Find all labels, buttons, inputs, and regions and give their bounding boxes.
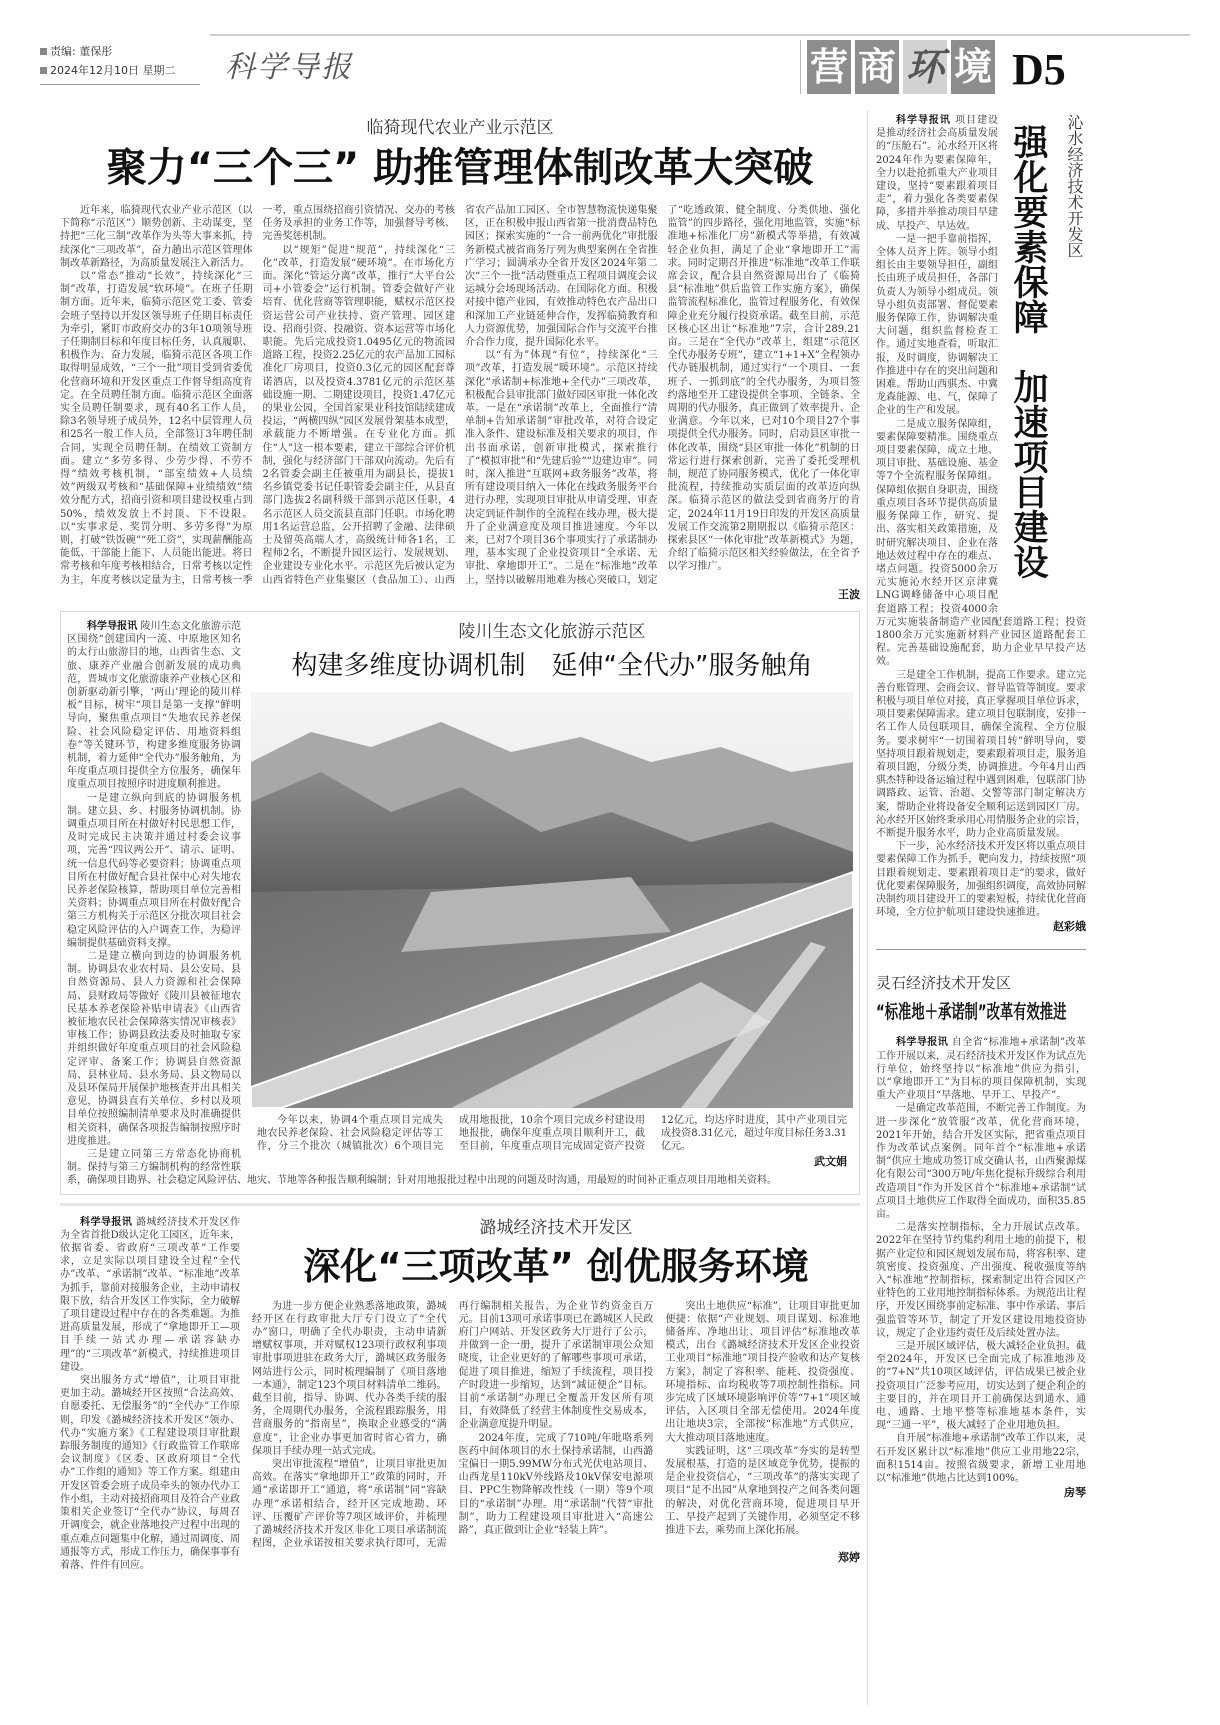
lingshi-headline: “标准地＋承诺制”改革有效推进 bbox=[876, 1001, 1067, 1024]
paragraph-text: 突出服务方式“增值”，让项目审批更加主动。潞城经开区按照“合法高效、自愿委托、无偿服务”的“全代办”工作原则，印发《潞城经济技术开发区“领办、代办”实施方案》《工程建设项目审批跟踪服务制度的通知》《行政监管工作联席会议制度》《区委、区政府项目“全代办”工作组的通知》等工作方案。组建由开发区管委会班子成员牵头的领办代办工作小组，主动对接招商项目及符合产业政策相关企业签订“全代办”协议，每周召开调度会，就企业落地投产过程中出现的重点难点问题集中化解，通过周调度、周通报等方式，形成工作压力，确保事事有着落、件件有回应。 bbox=[60, 1375, 240, 1571]
newspaper-logo: 科学导报 bbox=[225, 50, 353, 85]
lingshi-kicker: 灵石经济技术开发区 bbox=[876, 974, 1012, 993]
paragraph bbox=[876, 1102, 1086, 1221]
paragraph bbox=[876, 669, 1086, 841]
paragraph bbox=[60, 204, 253, 270]
lingchuan-article bbox=[60, 611, 860, 1195]
paragraph-text: 陵川生态文化旅游示范区围绕“创建国内一流、中原地区知名的太行山旅游目的地，山西省生态、文旅、康养产业融合创新发展的成功典范，晋城市文化旅游康养产业核心区和创新驱动新引擎，‘两山’理论的陵川样板”目标，树牢“项目是第一支撑”鲜明导向，聚焦重点项目“失地农民养老保险、社会风险稳定评估、用地资料组卷”等关键环节，构建多维度服务协调机制，着力延伸“全代办”服务触角，为年度重点项目提供全方位服务，确保年度重点项目按照序时进度顺利推进。 bbox=[67, 620, 242, 791]
lucheng-headline: 深化“三项改革” 创优服务环境 bbox=[303, 1244, 809, 1288]
lingchuan-caption: 今年以来，协调4个重点项目完成失地农民养老保险、社会风险稳定评估等工作，分三个批次（城镇批次）6个项目完成用地报批，10余个项目完成乡村建设用地报批，确保年度重点项目顺利开工，截至目前，年度重点项目完成固定资产投资12亿元，均达序时进度，其中产业项目完成投资8.31亿元，超过年度目标任务3.31亿元。 bbox=[257, 1114, 847, 1153]
paragraph-text: 突出审批流程“增值”，让项目审批更加高效。在落实“拿地即开工”政策的同时，开通“承诺即开工”通道，将“承诺制”同“容缺办理”承诺相结合，经开区完成地勘、环评、压覆矿产评价等7项区域评价，并梳理了潞城经济技术开发区非化工项目承诺制流程图，企业承诺按相关要求执行即可，无需再行编制相关报告，为企业节约资金百万元。目前13项可承诺事项已在潞城区人民政府门户网站、开发区政务大厅进行了公示，并做到一企一册，提升了承诺制审项公众知晓度，让企业更好的了解哪些事项可承诺，促进了项目推进，缩短了手续流程，项目投产时段进一步缩短，达到“减证便企”目标。目前“承诺制”办理已全覆盖开发区所有项目，有效降低了经营主体制度性交易成本，企业满意度提升明显。 bbox=[252, 1300, 654, 1550]
paragraph bbox=[876, 1432, 1086, 1485]
qinshui-byline: 赵彩娥 bbox=[1053, 920, 1086, 934]
paragraph bbox=[876, 1036, 1086, 1102]
lucheng-rule bbox=[60, 1203, 860, 1206]
paragraph bbox=[252, 1300, 447, 1458]
qinshui-kicker: 沁水经济技术开发区 bbox=[1065, 114, 1084, 258]
editor-line bbox=[40, 42, 176, 61]
lucheng-body-first-column bbox=[60, 1216, 240, 1572]
section-char: 环 bbox=[903, 40, 947, 94]
right-column bbox=[876, 114, 1086, 1501]
paragraph-text: 二是落实控制指标，全力开展试点改革。2022年在坚持节约集约利用土地的前提下，根据产业定位和园区规划发展布局，将容积率、建筑密度、投资强度、产出强度、税收强度等纳入“标准地”控制指标，探索制定出符合园区产业特色的工业用地控制指标体系。为规范出让程序，开发区围绕事前定标准、事中作承诺、事后强监管等环节，制定了开发区建设用地投资协议，规定了企业违约责任及后续处置办法。 bbox=[876, 1222, 1086, 1339]
linyi-article bbox=[60, 116, 860, 603]
paragraph-text: 一是确定改革范围，不断完善工作制度。为进一步深化“放管服”改革，优化营商环境，2021年开始，结合开发区实际，把省重点项目作为改革试点案例。同年首个“标准地+承诺制”供应土地成功签订成交确认书，山西聚源煤化有限公司“300万吨/年焦化提标升级综合利用改造项目”作为开发区首个“标准地+承诺制”试点项目土地供应工作取得全面成功，面积35.85亩。 bbox=[876, 1103, 1086, 1221]
paragraph bbox=[876, 1340, 1086, 1432]
paragraph-text: 二是建立横向到边的协调服务机制。协调县农业农村局、县公安局、县自然资源局、县人力资源和社会保障局、县财政局等做好《陵川县被征地农民基本养老保险补贴申请表》《山西省被征地农民社会保障落实情况审核表》审核工作；协调县政法委及时抽取专家并组织做好年度重点项目的社会风险稳定评审、备案工作；协调县自然资源局、县林业局、县水务局、县文物局以及县环保局开展保护地核查并出具相关意见，协调县直有关单位、乡村以及项目单位按照编制清单要求及时准确提供相关资料，确保各项报告编制按照序时进度推进。 bbox=[67, 950, 241, 1147]
paragraph bbox=[876, 840, 1086, 919]
linyi-headline: 聚力“三个三” 助推管理体制改革大突破 bbox=[106, 145, 814, 191]
paragraph bbox=[60, 1216, 240, 1374]
lucheng-article bbox=[60, 1216, 860, 1572]
dateline: 科学导报讯 bbox=[80, 1216, 133, 1228]
main-column bbox=[60, 110, 860, 1572]
paragraph-text: 为进一步方便企业熟悉落地政策，潞城经开区在行政审批大厅专门设立了“全代办”窗口，明确了全代办职责，主动申请新增赋权事项，并对赋权123项行政权利事项审批事项进驻在政务大厅，潞城区政务服务网站进行公示，同时梳理编制了《项目落地一本通》，制定123个项目材料清单二维码。截至目前，指导、协调、代办各类手续的服务，全周期代办服务，全流程跟踪服务，用营商服务的“指南星”，换取企业感受的“满意度”，让企业办事更加省时省心省力，确保项目手续办理一站式完成。 bbox=[252, 1300, 447, 1457]
paragraph-text: 下一步，沁水经济技术开发区将以重点项目要素保障工作为抓手，靶向发力，持续按照“项目跟着规划走、要素跟着项目走”的要求，做好优化要素保障服务，加强组织调度，高效协同解决制约项目建设开工的要素短板，持续优化营商环境，全方位护航项目建设快速推进。 bbox=[876, 841, 1086, 919]
paragraph bbox=[876, 1221, 1086, 1340]
dateline: 科学导报讯 bbox=[896, 1037, 949, 1049]
paragraph-text: 近年来，临猗现代农业产业示范区（以下简称“示范区”）顺势创新、主动谋变，坚持把“三化三制”改革作为头等大事来抓，持续深化“三项改革”，奋力趟出示范区管理体制改革新路径，为高质量发展注入新活力。 bbox=[60, 205, 253, 269]
paragraph-text: 一是建立纵向到底的协调服务机制。建立县、乡、村服务协调机制。协调重点项目所在村做好村民思想工作，及时完成民主决策并通过村委会议事项，完善“四议两公开”、请示、证明、统一信息代码等必要资料；协调重点项目所在村做好配合县社保中心对失地农民养老保险核算，帮助项目单位完善相关资料；协调重点项目所在村做好配合第三方机构关于示范区分批次项目社会稳定风险评估的入户调查工作，为稳评编制提供基础资料支撑。 bbox=[67, 792, 241, 949]
dateline: 科学导报讯 bbox=[87, 620, 138, 632]
lingshi-byline: 房琴 bbox=[1064, 1486, 1086, 1500]
paragraph bbox=[665, 1300, 860, 1445]
paragraph-text: 以“规矩”促进“规范”，持续深化“三化”改革，打造发展“硬环境”。在市场化方面。深化“管运分离”改革，推行“大平台公司+小管委会”运行机制。管委会做好产业培育、优化营商等管理职能，赋权示范区投资运营公司产业扶持、资产管理、园区建设、招商引资、投融资、资本运营等市场化职能。先后完成投资1.0495亿元的物流园道路工程，投资2.25亿元的农产品加工园标准化厂房项目，投资0.3亿元的园区配套尊诺酒店，以及投资4.3781亿元的示范区基础设施一期、二期建设项目，投资1.47亿元的果业公园，全国首家果业科技馆陆续建成投运，“两横四纵”园区发展骨架基本成型，承载能力不断增强。在专业化方面。抓住“人”这一根本要素，建立干部综合评价机制，强化与经济部门干部双向流动。先后有2名管委会副主任被重用为副县长，提拔1名乡镇党委书记任职管委会副主任，从县直部门选拔2名副科级干部到示范区任职，4名示范区人员交流县直部门任职。市场化聘用1名运营总监，公开招聘了金融、法律硕士及留英高端人才，高级统计师各1名，工程师2名，不断提升园区运行、发展规划、企业建设专业化水平。示范区先后被认定为山西省特色产业集聚区（食品加工）、山西省农产品加工园区、全市智慧物流快递集聚区，正在积极申报山西省第一批消费品特色园区；探索实施的“一合一前两优化”审批服务新模式被省商务厅列为典型案例在全省推广学习；圆满承办全省开发区2024年第二次“三个一批”活动暨重点工程项目调度会议运城分会场现场活动。在国际化方面。积极对接中德产业园，有效推动特色农产品出口和深加工产业链延伸合作，发挥临猗教育和人力资源优势，加强国际合作与交流平台推介合作力度，提升国际化水平。 bbox=[262, 205, 658, 586]
paragraph bbox=[459, 1432, 654, 1538]
paragraph-text: 突出土地供应“标准”，让项目审批更加便捷：依据“产业规划、项目谋划、标准地储备库、净地出让、项目评估”标准地改革模式，出台《潞城经济技术开发区企业投资工业项目“标准地”项目投产验收和达产复核方案》，制定了容积率、能耗、投资强度、环境指标、亩均税收等7项控制性指标。同步完成了区域环境影响评价等“7+1”项区域评估，入区项目全部无偿使用。2024年度出让地块3宗，全部按“标准地”方式供应，大大推动项目落地速度。 bbox=[665, 1300, 860, 1444]
paragraph-text: 二是成立服务保障组，要素保障要精准。围绕重点项目要素保障，成立土地、项目审批、基础设施、基金等7个全流程服务保障组。保障组依据自身职责，围绕重点项目各环节提供高质量服务保障工作，研究、提出、落实相关政策措施，及时研究解决项目、企业在落地达效过程中存在的难点、堵点问题。投资5000余万元实施沁水经开区京津冀LNG调峰储备中心项目配套道路工程；投资4000余万元实施装备制造产业园配套道路工程；投资1800余万元实施新材料产业园区道路配套工程。完善基础设施配套，助力企业早早投产达效。 bbox=[876, 418, 1086, 668]
lingshi-article bbox=[876, 949, 1086, 1501]
lucheng-kicker: 潞城经济技术开发区 bbox=[479, 1217, 633, 1238]
lucheng-body bbox=[252, 1300, 860, 1551]
paragraph-text: 2024年度，完成了710吨/年吡咯系列医药中间体项目的水土保持承诺制，山西潞宝偏日一期5.99MW分布式光伏电站项目、山西龙星110kV外线路及10kV保安电源项目、PPC生物降解改性线（一期）等9个项目的“承诺制”办理。用“承诺制”代替“审批制”，助力工程建设项目审批进入“高速公路”，真正做到让企业“轻装上阵”。 bbox=[458, 1432, 654, 1537]
lucheng-main bbox=[252, 1216, 860, 1572]
top-rule bbox=[210, 34, 1190, 36]
paragraph-text: 实践证明，这“三项改革”夯实的是转型发展根基，打造的是区域竞争优势，提振的是企业投资信心，“三项改革”的落实实现了项目“足不出园”从拿地到投产之间各类问题的解决，对优化营商环境，促进项目早开工、早投产起到了关键作用，必须坚定不移推进下去，乘势而上深化拓展。 bbox=[665, 1445, 860, 1537]
column-divider bbox=[867, 110, 868, 1705]
masthead-meta bbox=[40, 42, 176, 80]
meta-rule bbox=[40, 84, 200, 85]
linyi-kicker: 临猗现代农业产业示范区 bbox=[366, 118, 554, 138]
page-number: D5 bbox=[1012, 45, 1066, 94]
paragraph bbox=[665, 1445, 860, 1537]
paragraph-text: 以“常态”推动“长效”，持续深化“三制”改革，打造发展“软环境”。在班子任期制方面。近年来，临猗示范区党工委、管委会班子坚持以开发区领导班子任期目标责任为牵引，紧盯市政府交办的3年10项领导班子任期制目标和年度目标任务，认真履职、积极作为、奋力发展，临猗示范区各项工作取得明显成效，“三个一批”项目受到省委优化营商环境和开发区重点工作督导组高度肯定。在全员聘任制方面。临猗示范区全面落实全员聘任制要求，现有40名工作人员，除3名领导班子成员外，12名中层管理人员和25名一般工作人员，全部签订3年聘任制合同，实现全员聘任制。在绩效工资制方面。建立“多劳多得、少劳少得、不劳不得”绩效考核机制，“部室绩效+人员绩效”两级双考核和“基础保障+业绩绩效”绩效分配方式，招商引资和项目建设权重占到50%，绩效发放上不封顶、下不设限。以“实事求是、奖罚分明、多劳多得”为原则，打破“铁饭碗”“死工资”，实现薪酬能高能低、干部能上能下、人员能出能进。将日常考核和年度考核相结合，日常考核以定性为主，年度考核以定量为主，日常考核一季一考，重点围绕招商引资情况、交办的考核任务及承担的业务工作等，加强督导考核、完善奖惩机制。 bbox=[60, 205, 455, 586]
section-char: 营 bbox=[807, 40, 851, 94]
paragraph-text: 潞城经济技术开发区作为全省首批D级认定化工园区，近年来，依据省委、省政府“三项改革”工作要求，立足实际以项目建设全过程“全代办”改革、“承诺制”改革、“标准地”改革为抓手，靠前对接服务企业，主动申请权限下放，结合开发区工作实际，全力破解了项目建设过程中存在的各类难题。为推进高质量发展，形成了“拿地即开工—项目手续一站式办理—承诺容缺办理”的“三项改革”新模式，持续推进项目建设。 bbox=[60, 1216, 241, 1373]
section-char: 境 bbox=[951, 40, 995, 94]
date-line bbox=[40, 61, 176, 80]
lingshi-headline-wrap bbox=[876, 998, 1086, 1028]
section-char: 商 bbox=[855, 40, 899, 94]
linyi-byline: 王波 bbox=[838, 587, 860, 601]
editor: 责编: 董保彤 bbox=[50, 45, 113, 58]
lingchuan-photo bbox=[251, 692, 853, 1108]
qinshui-headline-area bbox=[1002, 114, 1086, 614]
lingshi-rule bbox=[876, 949, 1086, 950]
paragraph-text: 一是一把手靠前指挥，全体人员齐上阵。领导小组组长由主要领导担任，副组长由班子成员担任，各部门负责人为领导小组成员。领导小组负责部署、督促要素服务保障工作，协调解决重大问题，组织监督检查工作。通过实地查看，听取汇报，及时调度，协调解决工作推进中存在的突出问题和困难。帮助山西骐杰、中冀龙森能源、电、气，保障了企业的生产和发展。 bbox=[876, 233, 998, 417]
dateline: 科学导报讯 bbox=[896, 115, 951, 126]
issue-date: 2024年12月10日 星期二 bbox=[50, 64, 176, 77]
lingchuan-headline: 构建多维度协调机制 延伸“全代办”服务触角 bbox=[291, 650, 813, 681]
lingchuan-byline: 武文娟 bbox=[814, 1154, 847, 1168]
lingshi-body bbox=[876, 1036, 1086, 1485]
paragraph-text: 三是建全工作机制，提高工作要求。建立完善台账管理、会商会议、督导监管等制度。要求积极与项目单位对接，真正掌握项目单位诉求，项目要素保障需求。建立项目包联制度，安排一名工作人员包联项目，确保全流程、全方位服务。要求树牢“一切围着项目转”鲜明导向，要坚持项目跟着规划走，要素跟着项目走，服务追着项目跑，分级分类，协调推进。今年4月山西骐杰特种设备运输过程中遇到困难，包联部门协调路政、运管、治超、交警等部门制定解决方案，帮助企业将设备安全顺利运送到园区厂房。沁水经开区始终秉承用心用情服务企业的宗旨，不断提升服务水平，助力企业高质量发展。 bbox=[876, 669, 1086, 839]
paragraph bbox=[60, 1374, 240, 1572]
qinshui-article bbox=[876, 114, 1086, 919]
paragraph-text: 自全省“标准地+承诺制”改革工作开展以来，灵石经济技术开发区作为试点先行单位，始终坚持以“标准地”供应为指引，以“拿地即开工”为目标的项目保障机制，实现重大产业项目“早落地、早开工、早投产”。 bbox=[876, 1037, 1087, 1102]
section-title bbox=[800, 40, 999, 94]
paragraph-text: 三是建立同第三方常态化协商机制。保持与第三方编制机构的经常性联系，确保项目勘界、社会稳定风险评估、地灾、节地等各种报告顺利编制；针对用地报批过程中出现的问题及时沟通，用最短的时间补正重点项目用地相关资料。 bbox=[67, 1149, 777, 1187]
paragraph-text: 以“有为”体现“有位”，持续深化“三项”改革，打造发展“暖环境”。示范区持续深化“承诺制+标准地+全代办”三项改革，积极配合县审批部门做好园区审批一体化改革。一是在“承诺制”改革上，全面推行“清单制+告知承诺制”审批改革，对符合设定准入条件、建设标准及相关要求的项目，作出书面承诺，创新审批模式，探索推行了“模拟审批”和“先建后验”“边建边审”。同时，深入推进“互联网+政务服务”改革，将所有建设项目纳入一体化在线政务服务平台进行办理，实现项目审批从申请受理、审查决定到证件制作的全流程在线办理，极大提升了企业满意度及项目推进速度。今年以来，已对7个项目36个事项实行了承诺制办理，基本实现了企业投资项目“全承诺、无审批、拿地即开工”。二是在“标准地”改革上，坚持以破解用地难为核心突破口，划定了“吃透政策、健全制度、分类供地、强化监管”的四步路径，强化用地监管，实施“标准地+标准化厂房”新模式等举措，有效减轻企业负担，满足了企业“拿地即开工”需求。同时定期召开推进“标准地”改革工作联席会议，配合县自然资源局出台了《临猗县“标准地”供后监管工作实施方案》，确保监管流程标准化，监管过程服务化，有效保障企业充分履行投资承诺。截至目前，示范区核心区出让“标准地”7宗，合计289.21亩。三是在“全代办”改革上，组建“示范区全代办服务专班”，建立“1+1+X”全程领办代办链服机制，通过实行“一个项目、一套班子、一抓到底”的全代办服务，为项目签约落地至开工建设提供全事项、全链条、全周期的代办服务，真正做到了效率提升、企业满意。今年以来，已对10个项目27个事项提供全代办服务。同时，启动县区审批一体化改革，围绕“县区审批一体化”机制的日常运行进行探索创新，完善了委托受理机制，规范了协同服务模式，优化了一体化审批流程，持续推动实质层面的改革迈向纵深。临猗示范区的做法受到省商务厅的肯定，2024年11月19日印发的开发区高质量发展工作交流第2期期报以《临猗示范区：探索县区“一体化审批”改革新模式》为题，介绍了临猗示范区相关经验做法，在全省予以学习推广。 bbox=[465, 205, 860, 586]
qinshui-headline: 强化要素保障 加速项目建设 bbox=[1008, 124, 1048, 579]
linyi-body bbox=[60, 204, 860, 587]
paragraph-text: 项目建设是推动经济社会高质量发展的“压舱石”。沁水经开区将2024年作为要素保障年，全力以赴抢抓重大产业项目建设，坚持“要素跟着项目走”，着力强化各类要素保障，多措并举推动项目早建成、早投产、早达效。 bbox=[876, 115, 999, 232]
lingchuan-feature bbox=[251, 620, 853, 1170]
paragraph-text: 三是开展区域评估，极大减轻企业负担。截至2024年，开发区已全面完成了标准地涉及的“7+N”共10项区域评估，评估成果已被企业投资项目广泛参考应用，切实达到了便企利企的主要目的，并在项目开工前确保达到通水、通电、通路、土地平整等标准地基本条件，实现“三通一平”，极大减轻了企业用地负担。 bbox=[876, 1341, 1086, 1432]
paragraph-text: 自开展“标准地+承诺制”改革工作以来，灵石开发区累计以“标准地”供应工业用地22宗，面积1514亩。按照省级要求，新增工业用地以“标准地”供地占比达到100%。 bbox=[876, 1433, 1086, 1485]
lucheng-byline: 郑婷 bbox=[838, 1551, 860, 1565]
lingchuan-kicker: 陵川生态文化旅游示范区 bbox=[458, 621, 646, 642]
